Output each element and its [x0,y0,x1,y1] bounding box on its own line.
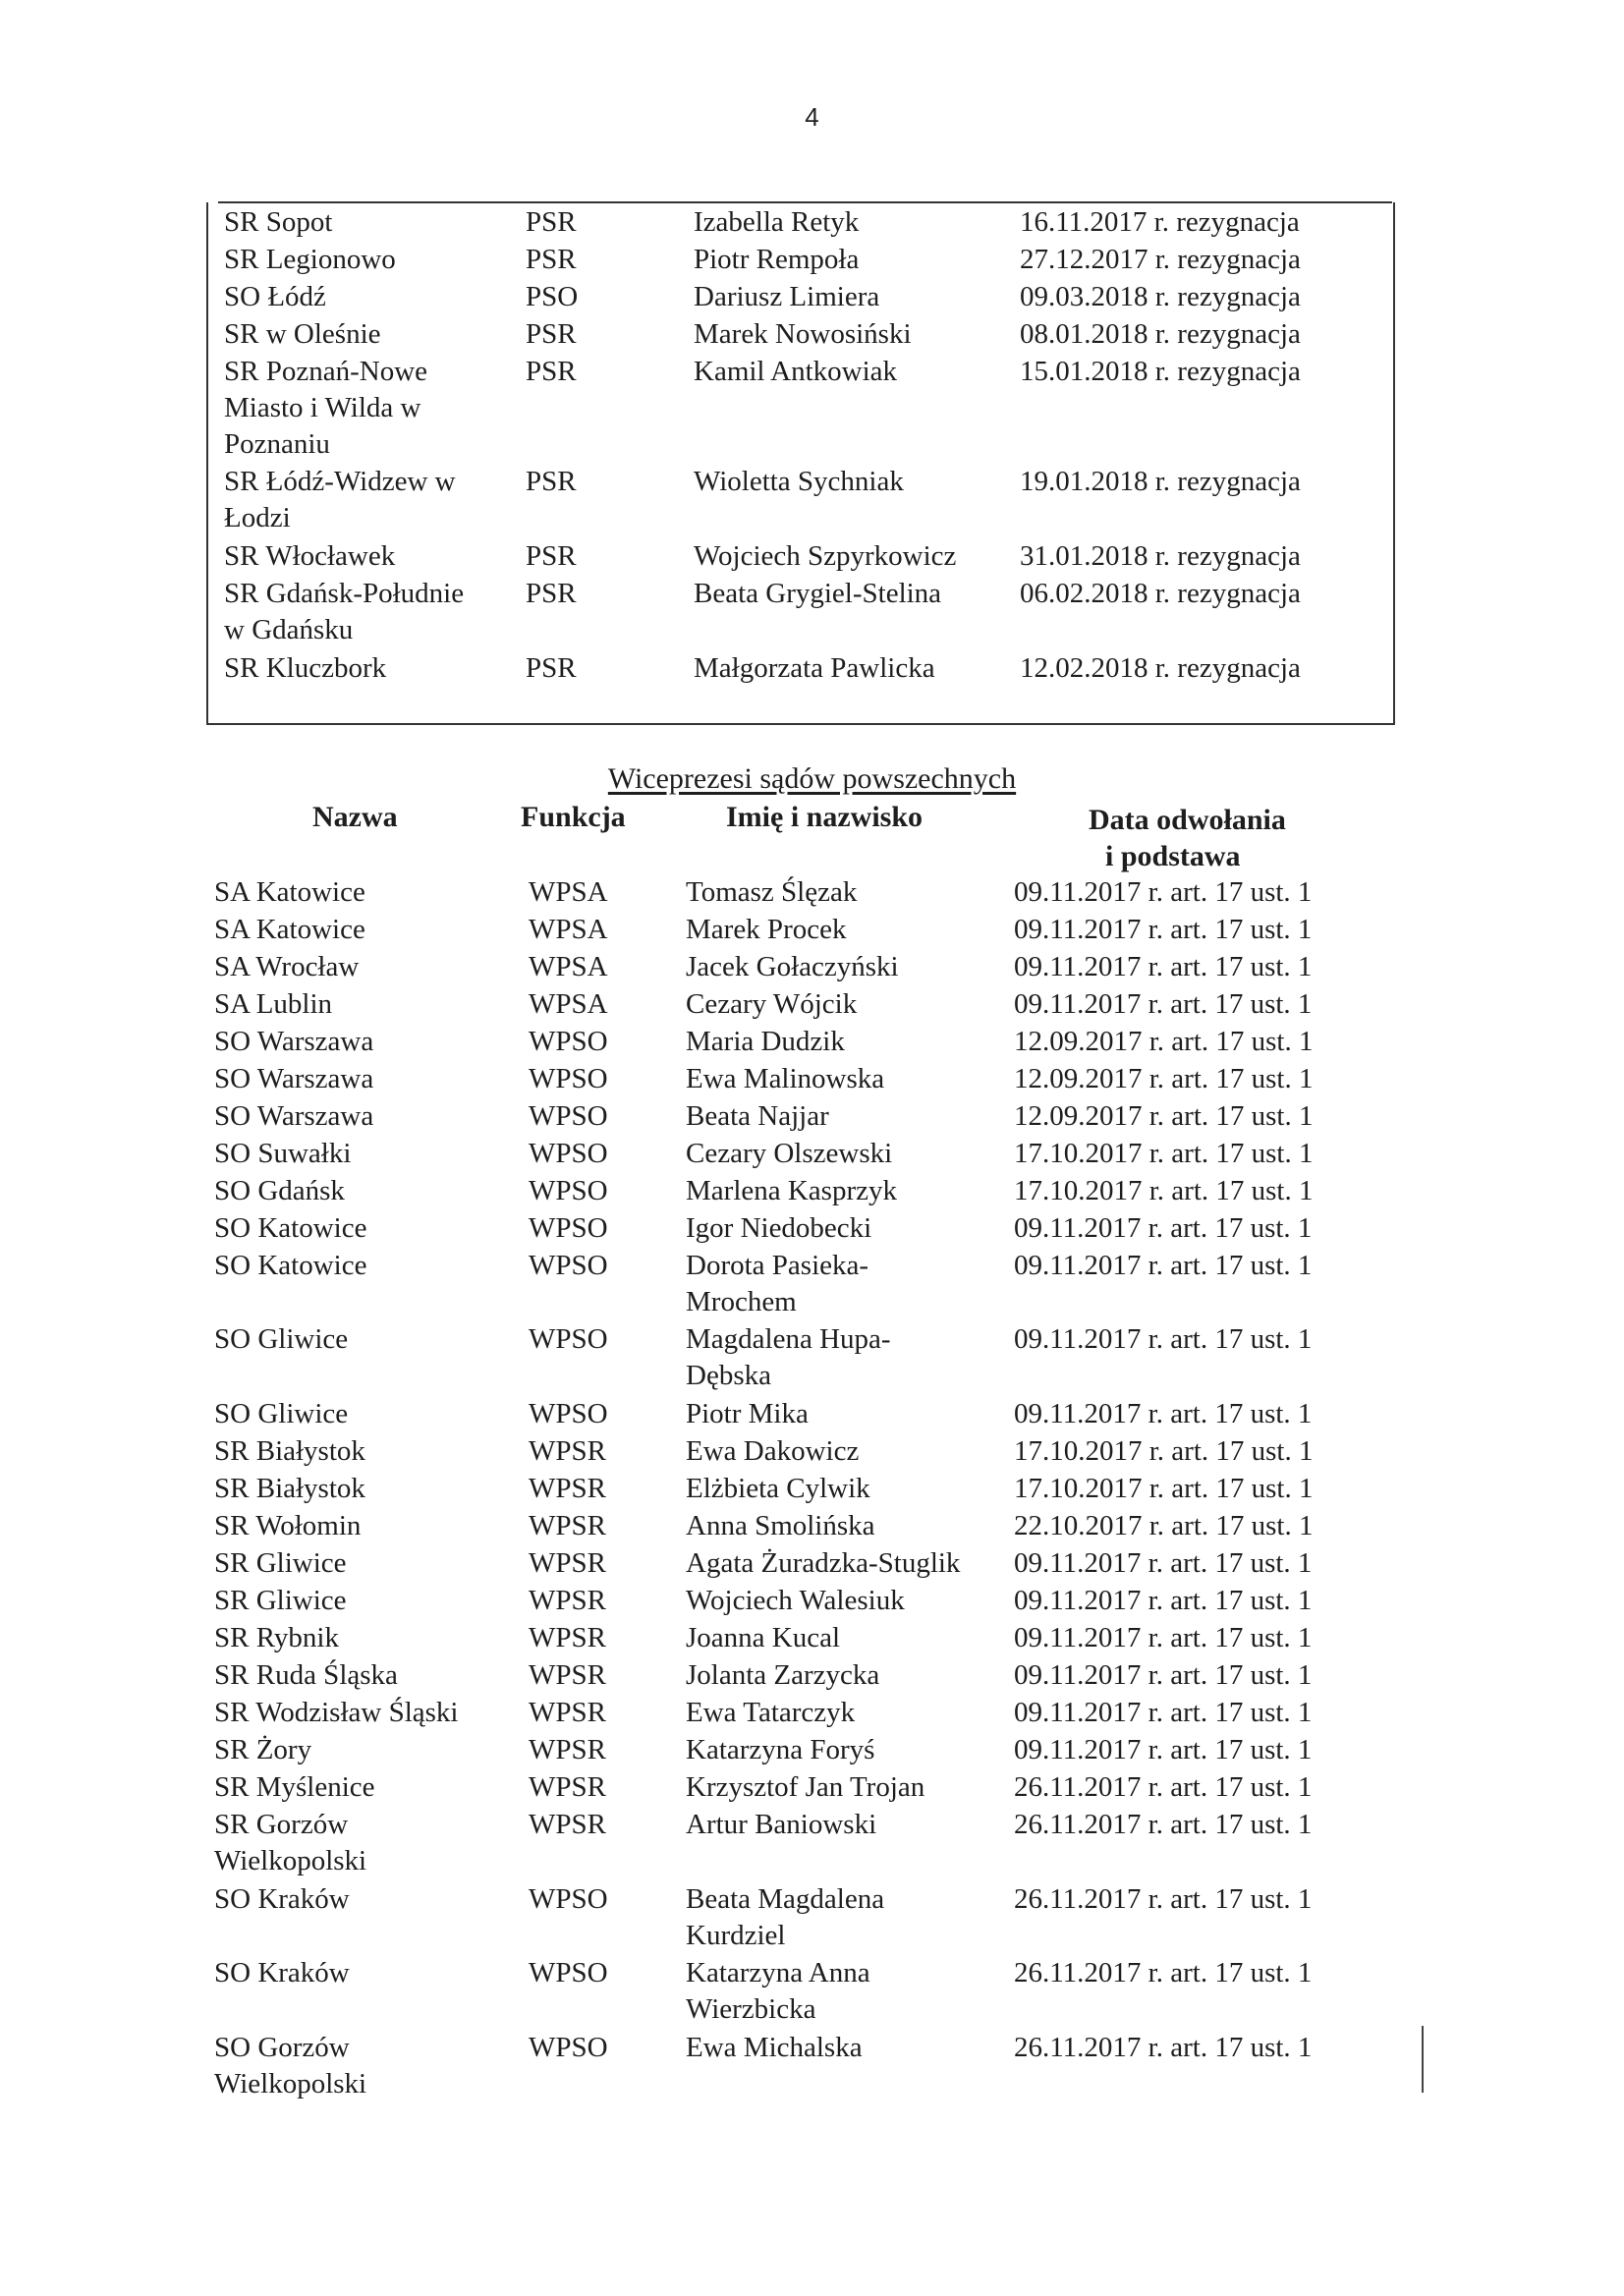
court-cell: SR Sopot [224,206,333,238]
date-basis-cell: 12.02.2018 r. rezygnacja [1020,652,1301,684]
name-cell: Piotr Mika [686,1398,809,1429]
court-cell: SR Wołomin [214,1510,362,1541]
function-cell: PSO [526,281,579,312]
court-cell: SA Katowice [214,914,365,945]
date-basis-cell: 08.01.2018 r. rezygnacja [1020,318,1301,350]
function-cell: PSR [526,356,577,387]
function-cell: WPSR [529,1585,606,1616]
name-cell: Ewa Michalska [686,2032,863,2063]
name-cell: Wojciech Szpyrkowicz [694,540,957,572]
name-cell: Elżbieta Cylwik [686,1473,870,1504]
function-cell: WPSA [529,988,608,1020]
date-basis-cell: 09.11.2017 r. art. 17 ust. 1 [1014,1659,1313,1691]
date-basis-cell: 09.11.2017 r. art. 17 ust. 1 [1014,1398,1313,1429]
date-basis-cell: 09.11.2017 r. art. 17 ust. 1 [1014,914,1313,945]
name-cell: Marek Nowosiński [694,318,912,350]
function-cell: WPSO [529,1026,608,1057]
function-cell: PSR [526,318,577,350]
function-cell: WPSO [529,1957,608,1988]
court-cell: SR Gliwice [214,1547,347,1579]
function-cell: WPSA [529,914,608,945]
function-cell: WPSR [529,1771,606,1803]
header-function: Funkcja [521,801,626,833]
court-cell: SO Gdańsk [214,1175,345,1206]
date-basis-cell: 09.11.2017 r. art. 17 ust. 1 [1014,1250,1313,1281]
date-basis-cell: 06.02.2018 r. rezygnacja [1020,578,1301,609]
name-cell: Marlena Kasprzyk [686,1175,897,1206]
date-basis-cell: 26.11.2017 r. art. 17 ust. 1 [1014,1809,1313,1840]
date-basis-cell: 15.01.2018 r. rezygnacja [1020,356,1301,387]
court-cell: SR Ruda Śląska [214,1659,398,1691]
name-cell: Katarzyna Anna Wierzbicka [686,1957,870,2025]
court-cell: SR Legionowo [224,244,396,275]
court-cell: SR Żory [214,1734,312,1765]
court-cell: SO Kraków [214,1957,350,1988]
name-cell: Krzysztof Jan Trojan [686,1771,925,1803]
date-basis-cell: 17.10.2017 r. art. 17 ust. 1 [1014,1175,1314,1206]
name-cell: Ewa Dakowicz [686,1435,860,1467]
court-cell: SO Katowice [214,1250,367,1281]
date-basis-cell: 17.10.2017 r. art. 17 ust. 1 [1014,1473,1314,1504]
function-cell: WPSR [529,1435,606,1467]
court-cell: SR Łódź-Widzew w Łodzi [224,466,456,533]
name-cell: Izabella Retyk [694,206,860,238]
court-cell: SR Rybnik [214,1622,339,1653]
court-cell: SR Włocławek [224,540,396,572]
function-cell: PSR [526,540,577,572]
date-basis-cell: 17.10.2017 r. art. 17 ust. 1 [1014,1435,1314,1467]
court-cell: SR w Oleśnie [224,318,381,350]
court-cell: SA Wrocław [214,951,360,982]
name-cell: Katarzyna Foryś [686,1734,875,1765]
function-cell: PSR [526,578,577,609]
name-cell: Piotr Rempoła [694,244,860,275]
function-cell: WPSR [529,1809,606,1840]
name-cell: Artur Baniowski [686,1809,877,1840]
date-basis-cell: 12.09.2017 r. art. 17 ust. 1 [1014,1100,1314,1132]
function-cell: WPSR [529,1734,606,1765]
court-cell: SO Warszawa [214,1100,374,1132]
function-cell: WPSO [529,1175,608,1206]
date-basis-cell: 09.11.2017 r. art. 17 ust. 1 [1014,951,1313,982]
name-cell: Agata Żuradzka-Stuglik [686,1547,961,1579]
court-cell: SO Kraków [214,1883,350,1915]
function-cell: WPSO [529,1250,608,1281]
court-cell: SO Gorzów Wielkopolski [214,2032,367,2100]
court-cell: SR Poznań-Nowe Miasto i Wilda w Poznaniu [224,356,428,460]
function-cell: WPSR [529,1697,606,1728]
court-cell: SO Gliwice [214,1398,349,1429]
name-cell: Beata Grygiel-Stelina [694,578,942,609]
court-cell: SO Katowice [214,1212,367,1244]
date-basis-cell: 09.11.2017 r. art. 17 ust. 1 [1014,1734,1313,1765]
name-cell: Igor Niedobecki [686,1212,872,1244]
function-cell: WPSR [529,1473,606,1504]
date-basis-cell: 09.11.2017 r. art. 17 ust. 1 [1014,1547,1313,1579]
date-basis-cell: 12.09.2017 r. art. 17 ust. 1 [1014,1026,1314,1057]
resignations-table-top-rule [218,201,1392,203]
name-cell: Beata Magdalena Kurdziel [686,1883,885,1951]
function-cell: WPSR [529,1622,606,1653]
function-cell: WPSO [529,1212,608,1244]
date-basis-cell: 09.11.2017 r. art. 17 ust. 1 [1014,1323,1313,1355]
vice-presidents-caption: Wiceprezesi sądów powszechnych [607,762,1017,795]
date-basis-cell: 26.11.2017 r. art. 17 ust. 1 [1014,1883,1313,1915]
date-basis-cell: 09.11.2017 r. art. 17 ust. 1 [1014,1585,1313,1616]
date-basis-cell: 26.11.2017 r. art. 17 ust. 1 [1014,2032,1313,2063]
date-basis-cell: 09.11.2017 r. art. 17 ust. 1 [1014,1697,1313,1728]
date-basis-cell: 27.12.2017 r. rezygnacja [1020,244,1301,275]
court-cell: SA Lublin [214,988,333,1020]
function-cell: WPSO [529,1138,608,1169]
function-cell: WPSO [529,1398,608,1429]
name-cell: Ewa Tatarczyk [686,1697,856,1728]
court-cell: SO Gliwice [214,1323,349,1355]
date-basis-cell: 09.03.2018 r. rezygnacja [1020,281,1301,312]
name-cell: Cezary Wójcik [686,988,858,1020]
name-cell: Tomasz Ślęzak [686,876,858,908]
name-cell: Wojciech Walesiuk [686,1585,905,1616]
name-cell: Małgorzata Pawlicka [694,652,935,684]
function-cell: PSR [526,652,577,684]
court-cell: SR Gdańsk-Południe w Gdańsku [224,578,465,645]
court-cell: SO Suwałki [214,1138,352,1169]
header-name: Nazwa [312,801,398,833]
function-cell: WPSO [529,1100,608,1132]
court-cell: SO Warszawa [214,1063,374,1094]
function-cell: WPSO [529,2032,608,2063]
function-cell: PSR [526,244,577,275]
function-cell: WPSO [529,1323,608,1355]
name-cell: Dorota Pasieka- Mrochem [686,1250,869,1317]
date-basis-cell: 17.10.2017 r. art. 17 ust. 1 [1014,1138,1314,1169]
function-cell: WPSA [529,876,608,908]
name-cell: Dariusz Limiera [694,281,880,312]
function-cell: WPSR [529,1510,606,1541]
court-cell: SA Katowice [214,876,365,908]
function-cell: WPSR [529,1659,606,1691]
function-cell: PSR [526,466,577,497]
date-basis-cell: 19.01.2018 r. rezygnacja [1020,466,1301,497]
function-cell: WPSR [529,1547,606,1579]
name-cell: Cezary Olszewski [686,1138,893,1169]
name-cell: Joanna Kucal [686,1622,841,1653]
court-cell: SR Białystok [214,1473,365,1504]
header-person: Imię i nazwisko [726,801,924,833]
function-cell: PSR [526,206,577,238]
name-cell: Marek Procek [686,914,847,945]
court-cell: SO Warszawa [214,1026,374,1057]
function-cell: WPSA [529,951,608,982]
court-cell: SR Wodzisław Śląski [214,1697,459,1728]
court-cell: SR Gliwice [214,1585,347,1616]
function-cell: WPSO [529,1883,608,1915]
name-cell: Kamil Antkowiak [694,356,898,387]
name-cell: Jacek Gołaczyński [686,951,899,982]
name-cell: Magdalena Hupa- Dębska [686,1323,891,1391]
name-cell: Anna Smolińska [686,1510,875,1541]
date-basis-cell: 09.11.2017 r. art. 17 ust. 1 [1014,1622,1313,1653]
name-cell: Wioletta Sychniak [694,466,904,497]
date-basis-cell: 09.11.2017 r. art. 17 ust. 1 [1014,1212,1313,1244]
date-basis-cell: 26.11.2017 r. art. 17 ust. 1 [1014,1771,1313,1803]
function-cell: WPSO [529,1063,608,1094]
court-cell: SR Kluczbork [224,652,387,684]
name-cell: Ewa Malinowska [686,1063,885,1094]
date-basis-cell: 16.11.2017 r. rezygnacja [1020,206,1300,238]
table-right-rule [1422,2026,1424,2093]
date-basis-cell: 09.11.2017 r. art. 17 ust. 1 [1014,876,1313,908]
date-basis-cell: 26.11.2017 r. art. 17 ust. 1 [1014,1957,1313,1988]
header-date-line2: i podstawa [1105,840,1241,872]
header-date-line1: Data odwołania [1089,804,1286,836]
date-basis-cell: 31.01.2018 r. rezygnacja [1020,540,1301,572]
date-basis-cell: 12.09.2017 r. art. 17 ust. 1 [1014,1063,1314,1094]
date-basis-cell: 09.11.2017 r. art. 17 ust. 1 [1014,988,1313,1020]
court-cell: SR Myślenice [214,1771,375,1803]
name-cell: Beata Najjar [686,1100,829,1132]
name-cell: Jolanta Zarzycka [686,1659,880,1691]
court-cell: SR Gorzów Wielkopolski [214,1809,367,1876]
court-cell: SO Łódź [224,281,326,312]
page-number: 4 [805,102,819,132]
court-cell: SR Białystok [214,1435,365,1467]
name-cell: Maria Dudzik [686,1026,845,1057]
date-basis-cell: 22.10.2017 r. art. 17 ust. 1 [1014,1510,1314,1541]
